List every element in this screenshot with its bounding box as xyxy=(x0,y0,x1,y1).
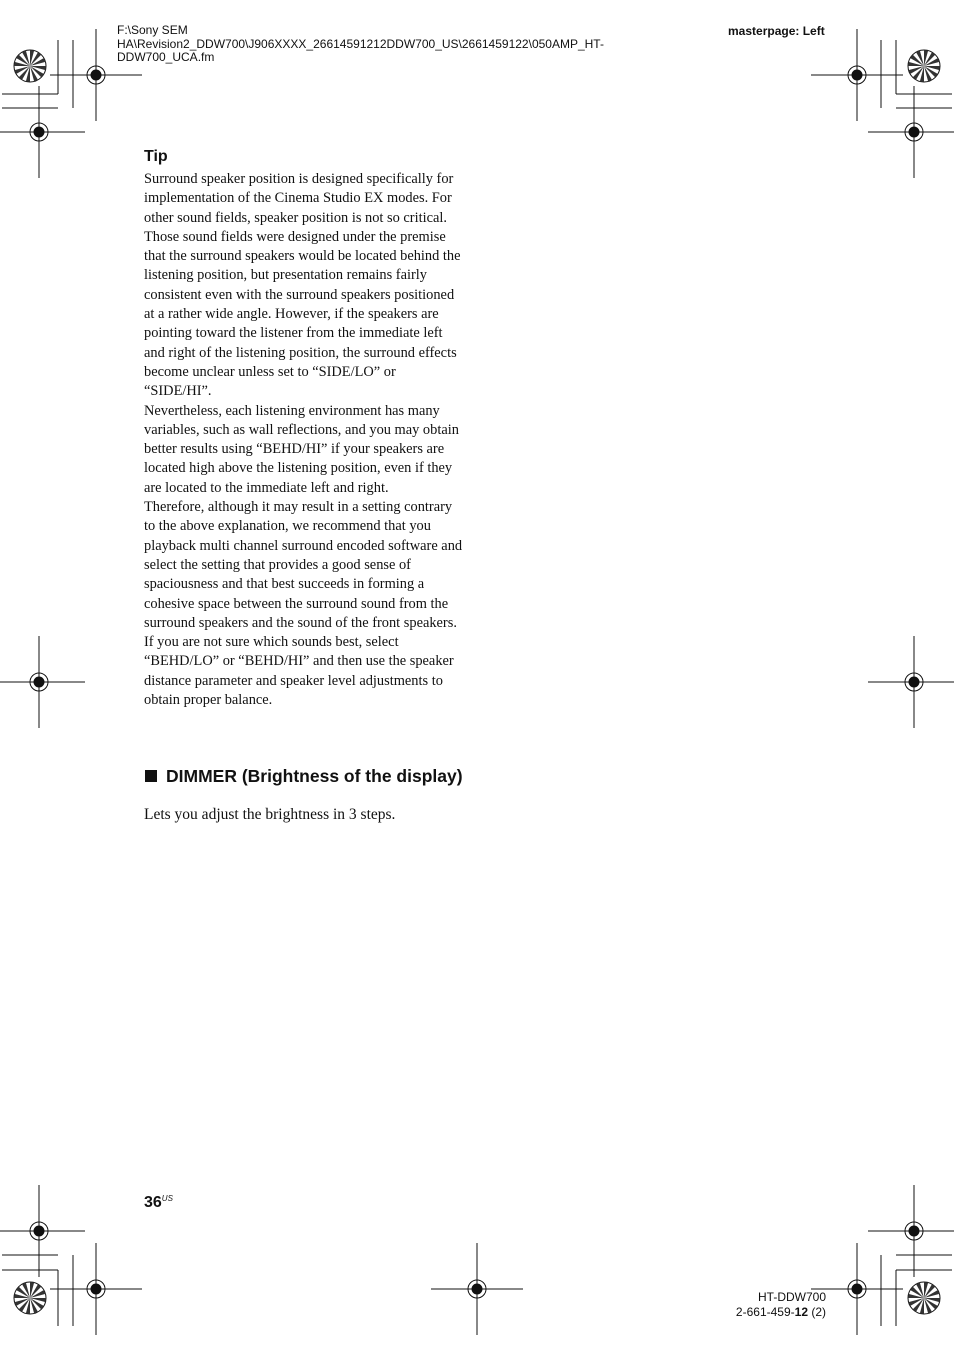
tip-paragraph: Surround speaker position is designed specifically for implementation of the Cinema Studio EX modes. For other sound fields, speaker position is not so critical. xyxy=(144,171,454,226)
section-heading-text: DIMMER (Brightness of the display) xyxy=(166,766,463,786)
bullet-square-icon xyxy=(145,770,157,782)
color-star-target-icon xyxy=(908,1282,940,1314)
tip-heading: Tip xyxy=(144,148,168,165)
registration-target-icon xyxy=(0,86,85,178)
model-number: HT-DDW700 xyxy=(757,1290,826,1304)
registration-target-icon xyxy=(0,636,85,728)
tip-paragraph: Nevertheless, each listening environment has many variables, such as wall reflections, and you may obtain better results using “BEHD/HI” if your speakers are located high above the listening position, even if they are located to the immediate left and right. xyxy=(144,402,459,496)
registration-target-icon xyxy=(811,29,903,121)
part-number-prefix: 2-661-459- xyxy=(735,1305,795,1319)
tip-paragraph: Therefore, although it may result in a setting contrary to the above explanation, we recommend that you playback multi channel surround encoded software and select the setting that provides a good sense of spaciousness and that best succeeds in forming a cohesive space between the surround sound from the surround speakers and the sound of the front speakers. If you are not sure which sounds best, select “BEHD/LO” or “BEHD/HI” and then use the speaker distance parameter and speaker level adjustments to obtain proper balance. xyxy=(144,499,463,709)
page-number-value: 36 xyxy=(144,1194,162,1211)
registration-target-icon xyxy=(50,1243,142,1335)
part-number-bold: 12 xyxy=(794,1305,808,1319)
part-number-suffix: (2) xyxy=(808,1305,826,1319)
page-number xyxy=(144,1194,173,1212)
color-star-target-icon xyxy=(908,50,940,82)
section-body: Lets you adjust the brightness in 3 steps. xyxy=(144,806,396,823)
page-number-suffix: US xyxy=(161,1194,173,1203)
registration-target-icon xyxy=(811,1243,903,1335)
part-number xyxy=(700,1305,826,1319)
registration-target-icon xyxy=(431,1243,523,1335)
registration-target-icon xyxy=(0,1185,85,1277)
color-star-target-icon xyxy=(14,50,46,82)
registration-target-icon xyxy=(868,636,954,728)
tip-body xyxy=(144,170,464,710)
color-star-target-icon xyxy=(14,1282,46,1314)
masterpage-label: masterpage: Left xyxy=(728,24,825,38)
tip-paragraph: Those sound fields were designed under the premise that the surround speakers would be located behind the listening position, but presentation remains fairly consistent even with the surround speakers positioned at a rather wide angle. However, if the speakers are pointing toward the listener from the immediate left and right of the listening position, the surround effects become unclear unless set to “SIDE/LO” or “SIDE/HI”. xyxy=(144,228,461,400)
section-heading xyxy=(144,767,464,787)
file-path: F:\Sony SEM HA\Revision2_DDW700\J906XXXX_26614591212DDW700_US\2661459122\050AMP_HT- DDW700_UCA.fm xyxy=(117,23,604,64)
